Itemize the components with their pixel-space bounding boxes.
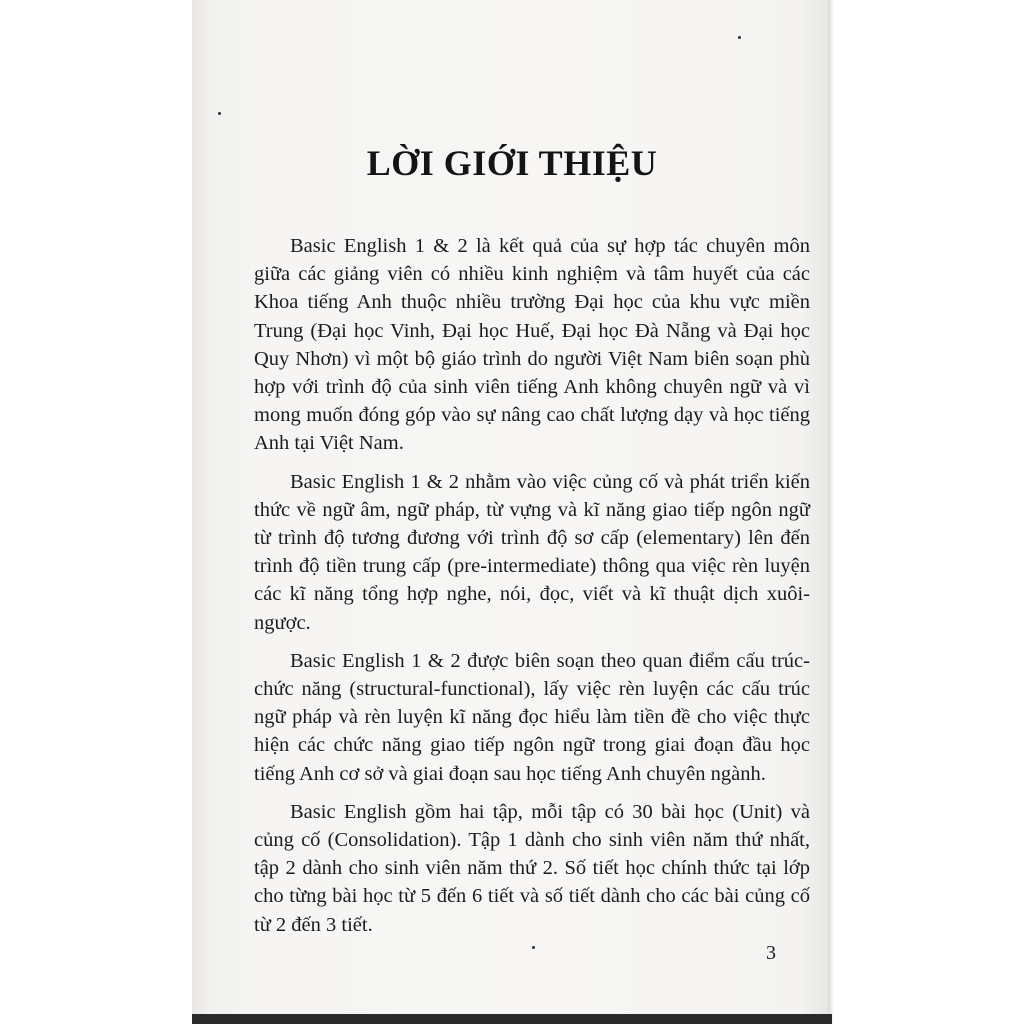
paragraph-2: Basic English 1 & 2 nhằm vào việc củng cố và phát triển kiến thức về ngữ âm, ngữ pháp, từ vựng và kĩ năng giao tiếp ngôn ngữ từ trình độ tương đương với trình độ sơ cấp (elementary) lên đến trình độ tiền trung cấp (pre-intermediate) thông qua việc rèn luyện các kĩ năng tổng hợp nghe, nói, đọc, viết và kĩ thuật dịch xuôi-ngược. (254, 470, 810, 634)
paragraph-4: Basic English gồm hai tập, mỗi tập có 30 bài học (Unit) và củng cố (Consolidation). Tập 1 dành cho sinh viên năm thứ nhất, tập 2 dành cho sinh viên năm thứ 2. Số tiết học chính thức tại lớp cho từng bài học từ 5 đến 6 tiết và số tiết dành cho các bài củng cố từ 2 đến 3 tiết. (254, 800, 810, 936)
page-title: LỜI GIỚI THIỆU (366, 143, 658, 183)
bottom-edge (192, 1014, 832, 1024)
page-number: 3 (766, 942, 776, 964)
print-speck (532, 946, 535, 949)
background-left (0, 0, 196, 1024)
print-speck (738, 36, 741, 39)
paragraph-1: Basic English 1 & 2 là kết quả của sự hợp tác chuyên môn giữa các giảng viên có nhiều kinh nghiệm và tâm huyết của các Khoa tiếng Anh thuộc nhiều trường Đại học của khu vực miền Trung (Đại học Vinh, Đại học Huế, Đại học Đà Nẵng và Đại học Quy Nhơn) vì một bộ giáo trình do người Việt Nam biên soạn phù hợp với trình độ của sinh viên tiếng Anh không chuyên ngữ và vì mong muốn đóng góp vào sự nâng cao chất lượng dạy và học tiếng Anh tại Việt Nam. (254, 235, 810, 455)
book-page (192, 0, 832, 1024)
body-text (254, 232, 810, 949)
page-edge (828, 0, 834, 1024)
print-speck (218, 112, 221, 115)
paragraph-3: Basic English 1 & 2 được biên soạn theo quan điểm cấu trúc-chức năng (structural-functional), lấy việc rèn luyện các cấu trúc ngữ pháp và rèn luyện kĩ năng đọc hiểu làm tiền đề cho việc thực hiện các chức năng giao tiếp ngôn ngữ trong giai đoạn đầu học tiếng Anh cơ sở và giai đoạn sau học tiếng Anh chuyên ngành. (254, 649, 810, 785)
